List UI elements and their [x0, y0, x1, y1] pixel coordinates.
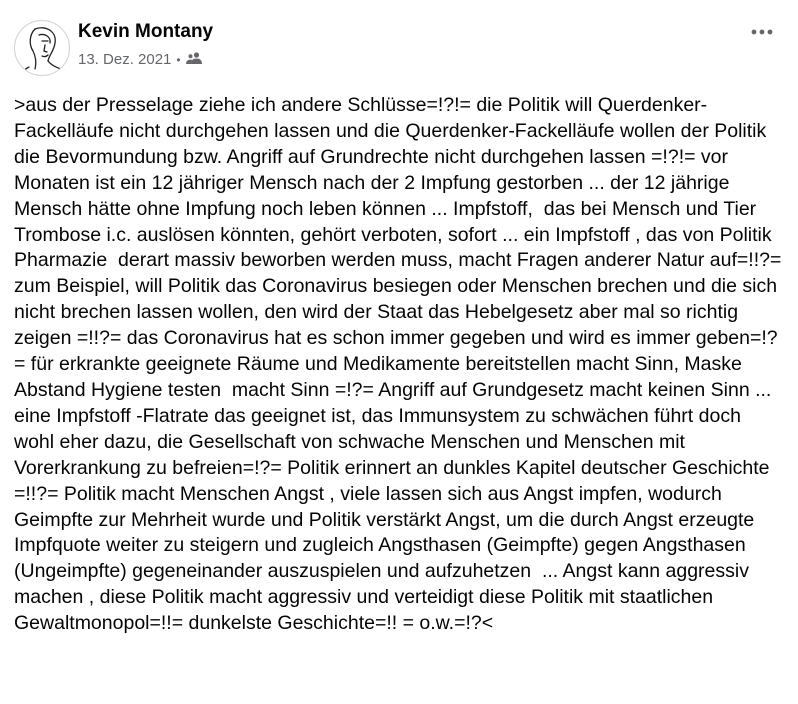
more-options-icon — [751, 29, 773, 35]
post-date[interactable]: 13. Dez. 2021 — [78, 51, 172, 68]
more-options-button[interactable] — [748, 22, 776, 42]
post-text: >aus der Presselage ziehe ich andere Schlüsse=!?!= die Politik will Querdenker-Fackelläufe nicht durchgehen lassen und die Querdenker-Fackelläufe wollen der Politik die Bevormundung bzw. Angriff auf Grundrechte nicht durchgehen lassen =!?!= vor Monaten ist ein 12 jähriger Mensch nach der 2 Impfung gestorben ... der 12 jährige Mensch hätte ohne Impfung noch leben können ... Impfstoff, das bei Mensch und Tier Trombose i.c. auslösen könnten, gehört verboten, sofort ... ein Impfstoff , das von Politik Pharmazie derart massiv beworben werden muss, macht Fragen anderer Natur auf=!!?= zum Beispiel, will Politik das Coronavirus besiegen oder Menschen brechen und die sich nicht brechen lassen wollen, den wird der Staat das Hebelgesetz aber mal so richtig zeigen =!!?= das Coronavirus hat es schon immer gegeben und wird es immer geben=!?= für erkrankte geeignete Räume und Medikamente bereitstellen macht Sinn, Maske Abstand Hygiene testen macht Sinn =!?= Angriff auf Grundgesetz macht keinen Sinn ... eine Impfstoff -Flatrate das geeignet ist, das Immunsystem zu schwächen führt doch wohl eher dazu, die Gesellschaft von schwache Menschen und Menschen mit Vorerkrankung zu befreien=!?= Politik erinnert an dunkles Kapitel deutscher Geschichte =!!?= Politik macht Menschen Angst , viele lassen sich aus Angst impfen, wodurch Geimpfte zur Mehrheit wurde und Politik verstärkt Angst, um die durch Angst erzeugte Impfquote weiter zu steigern und zugleich Angsthasen (Geimpfte) gegen Angsthasen (Ungeimpfte) gegeneinander auszuspielen und aufzuhetzen ... Angst kann aggressiv machen , diese Politik macht aggressiv und verteidigt diese Politik mit staatlichen Gewaltmonopol=!!= dunkelste Geschichte=!! = o.w.=!?< — [14, 94, 787, 635]
meta-separator: • — [176, 52, 181, 67]
post-meta — [78, 51, 202, 68]
author-name[interactable]: Kevin Montany — [78, 21, 214, 42]
avatar[interactable] — [14, 20, 70, 76]
friends-icon[interactable] — [186, 51, 202, 68]
profile-sketch-icon — [15, 21, 69, 75]
